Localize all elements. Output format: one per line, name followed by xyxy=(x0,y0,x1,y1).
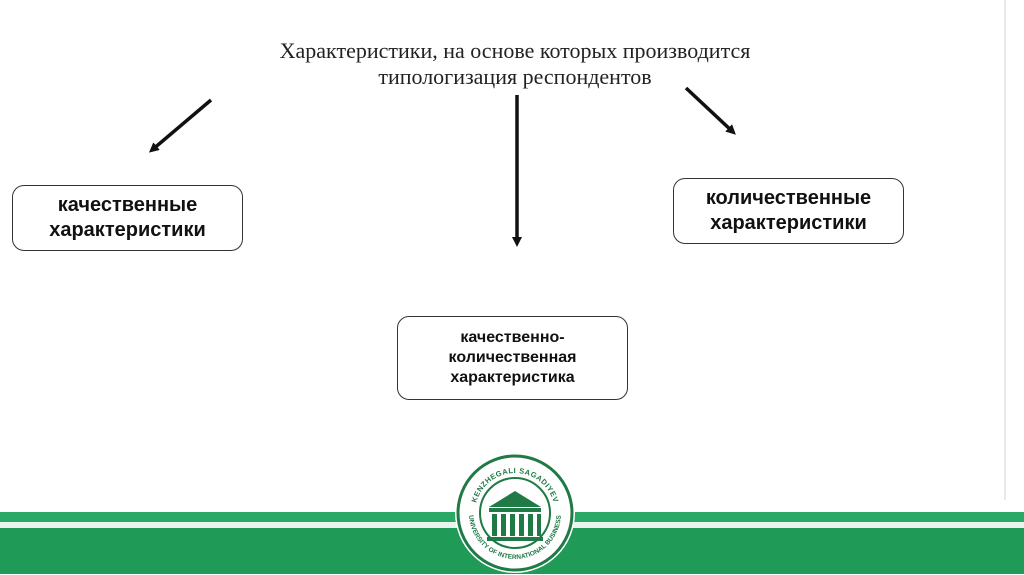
box-mixed-line-1: качественно- xyxy=(460,329,565,346)
box-mixed-line-3: характеристика xyxy=(450,369,575,386)
arrow-right xyxy=(686,88,733,132)
title-line-1: Характеристики, на основе которых производится xyxy=(279,38,751,63)
box-qualitative-line-1: качественные xyxy=(57,194,198,216)
title-line-2: типологизация респондентов xyxy=(378,64,652,89)
box-quantitative-line-1: количественные xyxy=(705,187,872,209)
university-logo xyxy=(453,451,577,575)
box-quantitative xyxy=(673,178,904,244)
logo-text-bottom: UNIVERSITY OF INTERNATIONAL BUSINESS xyxy=(467,514,563,562)
box-mixed-line-2: количественная xyxy=(448,349,577,366)
box-quantitative-line-2: характеристики xyxy=(710,212,867,234)
box-mixed xyxy=(397,316,628,400)
arrow-left xyxy=(152,100,211,150)
box-qualitative xyxy=(12,185,243,251)
logo-text-top: KENZHEGALI SAGADIYEV xyxy=(469,465,561,504)
box-qualitative-line-2: характеристики xyxy=(49,219,206,241)
